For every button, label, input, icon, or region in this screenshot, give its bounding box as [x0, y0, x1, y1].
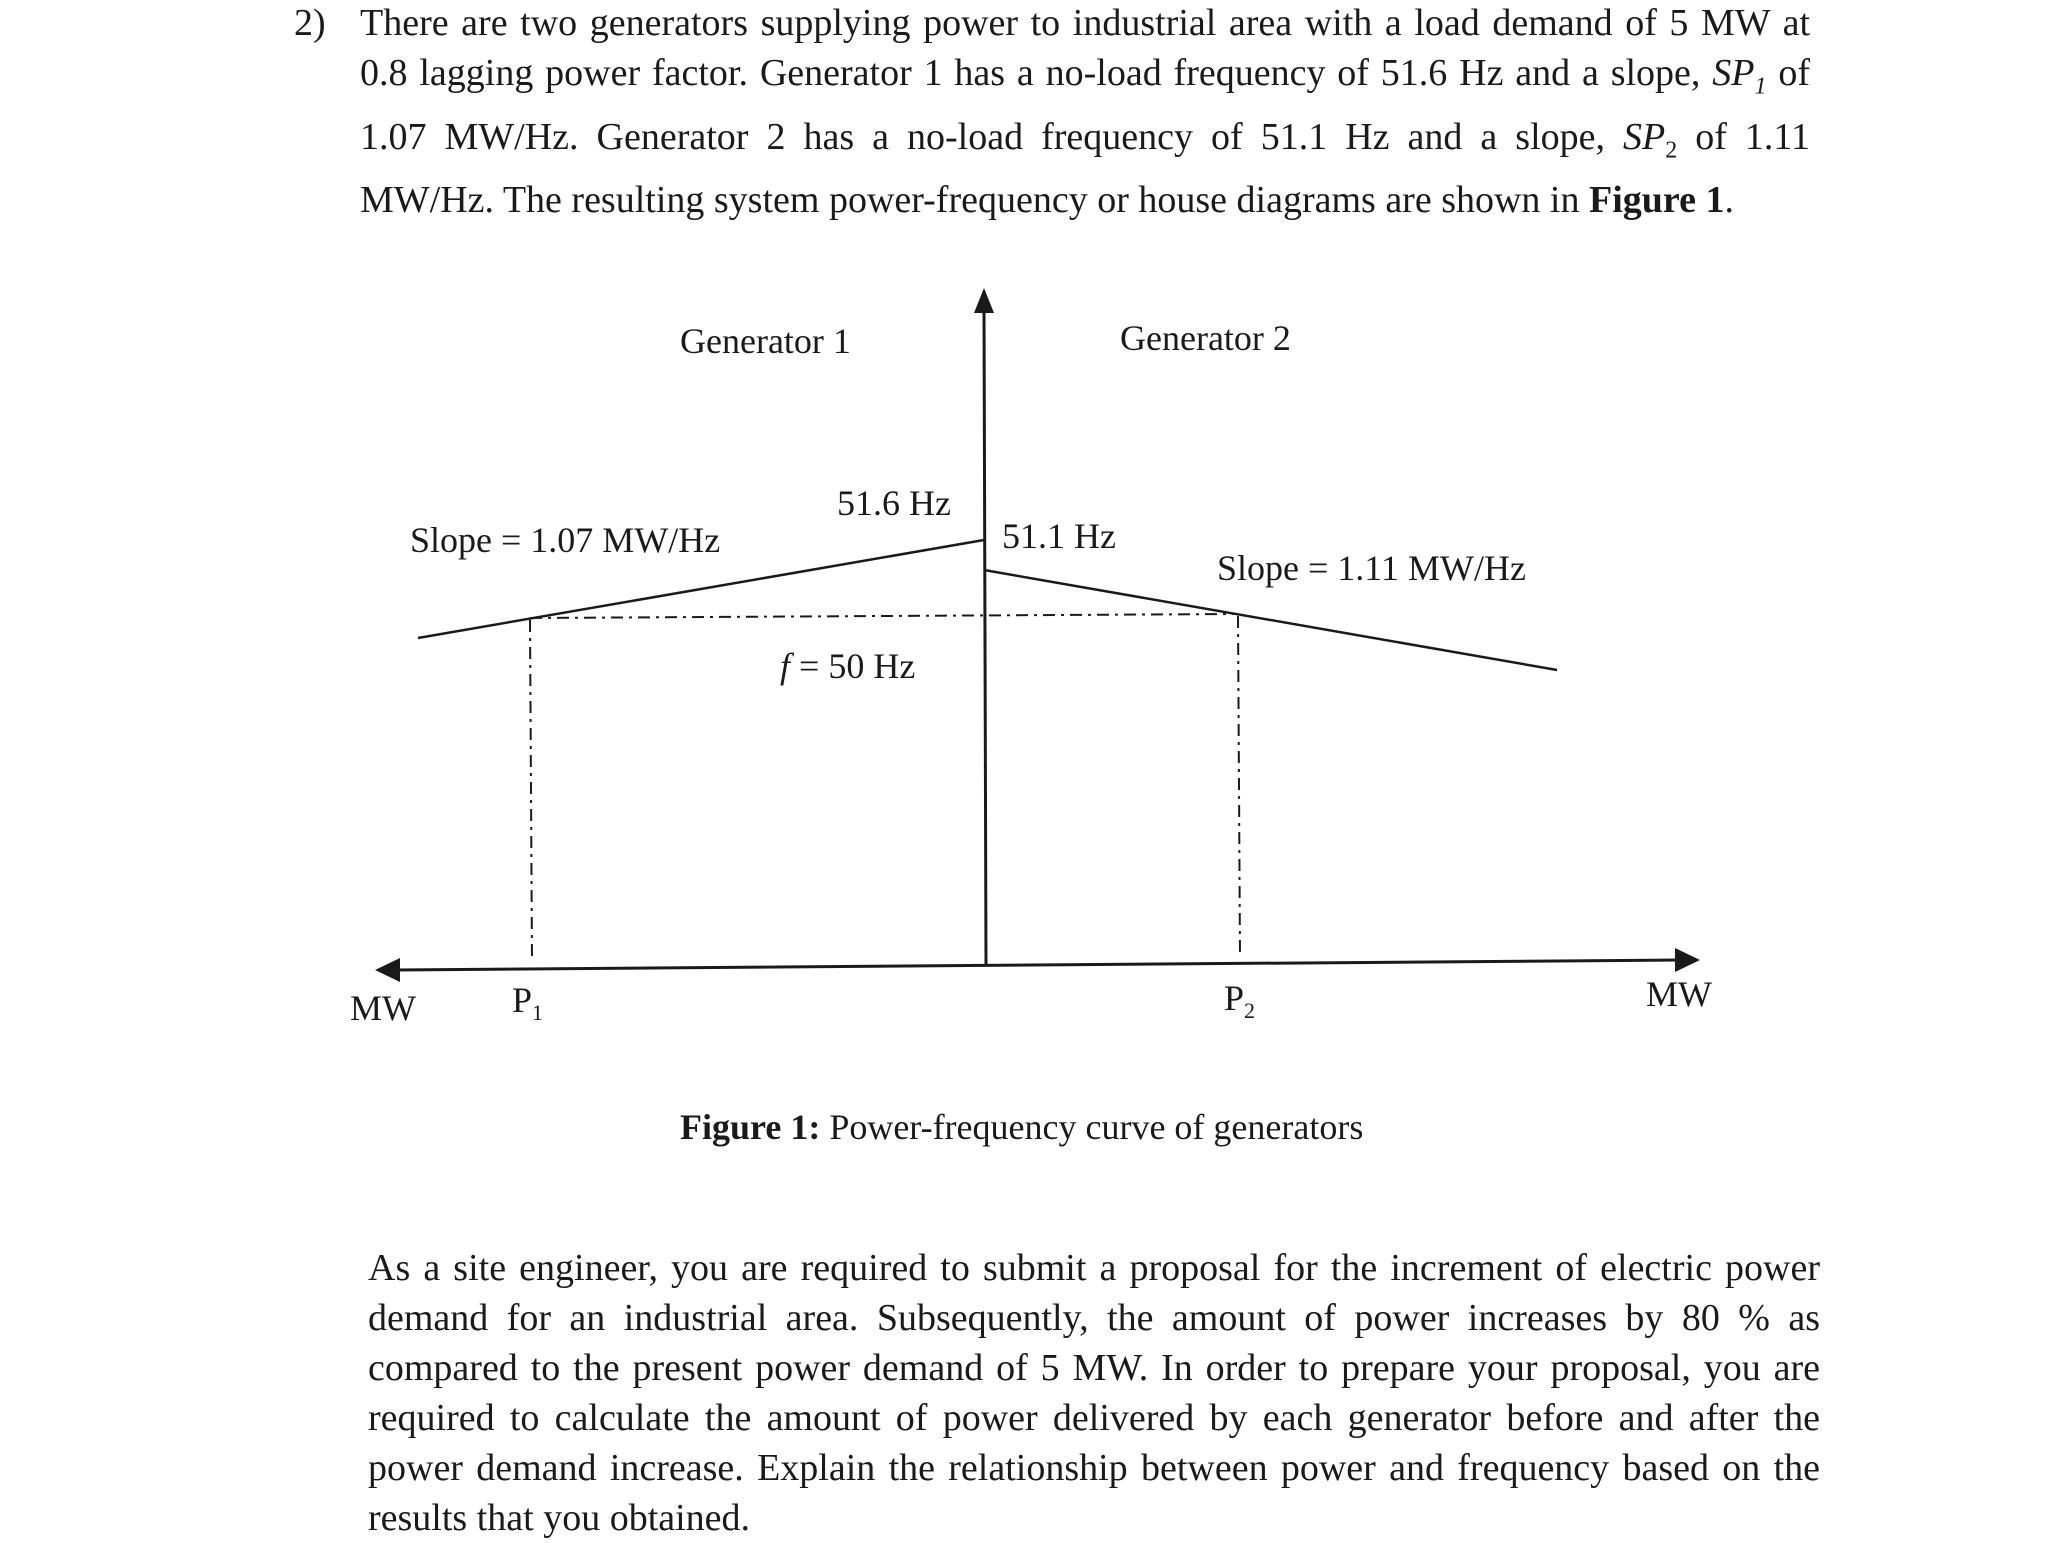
figure-caption [680, 1105, 1363, 1149]
p2-symbol: P [1224, 978, 1245, 1018]
mw-axis-right-arrow [1675, 948, 1700, 972]
proposal-paragraph: As a site engineer, you are required to submit a proposal for the increment of electric power demand for an industrial area. Subsequently, the amount of power increases by 80 % as compared to the present power demand of 5 MW. In order to prepare your proposal, you are required to calculate the amount of power delivered by each generator before and after the power demand increase. Explain the relationship between power and frequency based on the results that you obtained. [368, 1247, 1820, 1539]
sp1-symbol: SP [1712, 52, 1755, 94]
p1-subscript: 1 [532, 1000, 544, 1025]
p2-subscript: 2 [1244, 998, 1256, 1023]
mw-left-label: MW [350, 988, 416, 1028]
f-symbol: f [780, 646, 791, 686]
intro-text-1: There are two generators supplying power to industrial area with a load demand of 5 MW at 0.8 lagging power factor. Generator 1 has a no-load frequency of 51.6 Hz and a slope, [360, 2, 1810, 94]
gen2-noload-frequency-label: 51.1 Hz [1002, 516, 1116, 556]
f-value: = 50 Hz [790, 646, 916, 686]
generator1-label: Generator 1 [680, 321, 851, 361]
frequency-axis-line [984, 310, 986, 966]
gen2-slope-label: Slope = 1.11 MW/Hz [1217, 548, 1526, 588]
mw-axis-left-arrow [375, 958, 400, 982]
gen1-slope-label: Slope = 1.07 MW/Hz [410, 520, 721, 560]
sp2-subscript: 2 [1665, 137, 1678, 164]
intro-text-3: of 1.11 MW/Hz. The resulting system power-frequency or house diagrams are shown in [360, 115, 1811, 222]
sp2-symbol: SP [1623, 115, 1666, 158]
p1-label [512, 980, 543, 1025]
intro-text-4: . [1724, 179, 1734, 222]
mw-right-label: MW [1646, 974, 1712, 1014]
sp1-subscript: 1 [1754, 73, 1767, 100]
operating-frequency-label [780, 646, 915, 686]
p1-drop-line [530, 620, 532, 962]
operating-frequency-line [530, 614, 1234, 618]
figure-reference: Figure 1 [1589, 179, 1725, 222]
p2-drop-line [1238, 616, 1240, 958]
figure-caption-bold: Figure 1: [680, 1107, 821, 1147]
gen1-noload-frequency-label: 51.6 Hz [837, 483, 951, 523]
question-number: 2) [294, 2, 326, 44]
p1-symbol: P [512, 980, 533, 1020]
frequency-axis-arrow [974, 288, 994, 313]
intro-text-2: of 1.07 MW/Hz. Generator 2 has a no-load frequency of 51.1 Hz and a slope, [360, 52, 1810, 158]
generator2-label: Generator 2 [1120, 318, 1291, 358]
p2-label [1224, 978, 1255, 1023]
figure-caption-text: Power-frequency curve of generators [820, 1107, 1364, 1147]
mw-axis-line [395, 960, 1680, 970]
